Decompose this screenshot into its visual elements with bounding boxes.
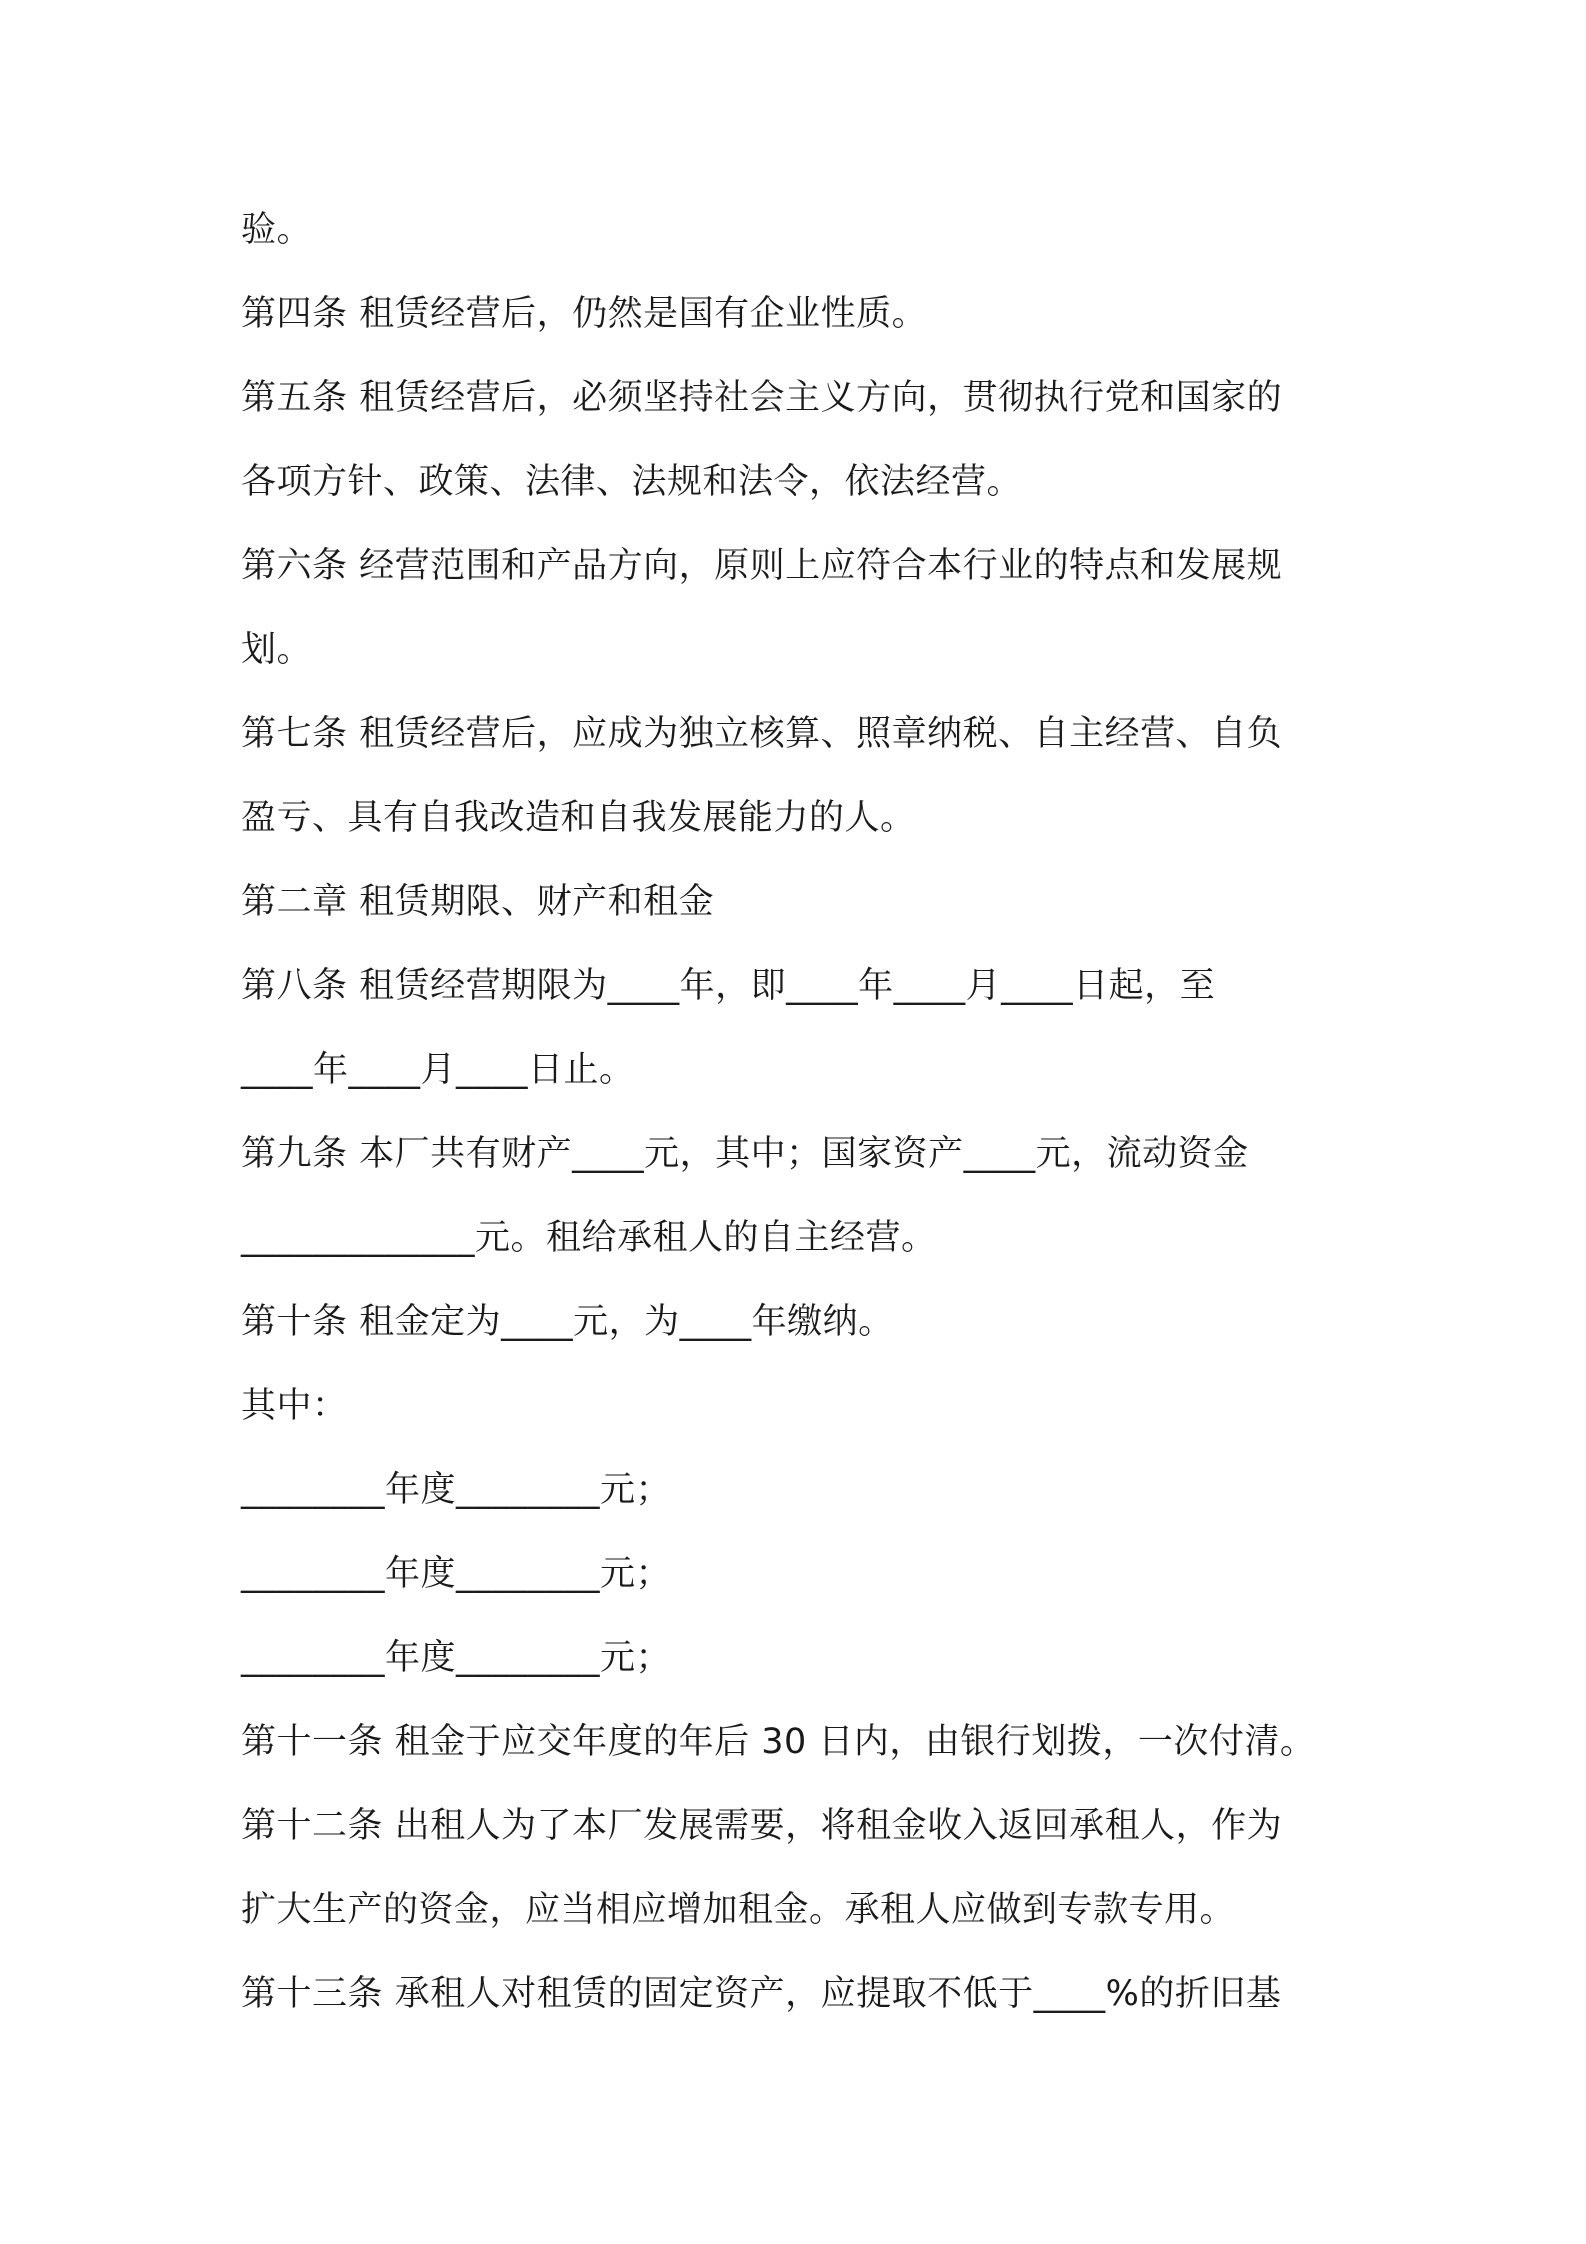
article-7: 第七条 租赁经营后，应成为独立核算、照章纳税、自主经营、自负 xyxy=(241,714,1283,754)
text-line: 验。 xyxy=(241,210,313,250)
text-line: 其中： xyxy=(241,1386,348,1426)
rent-year-line: ________年度________元； xyxy=(241,1470,672,1510)
article-11: 第十一条 租金于应交年度的年后 30 日内，由银行划拨，一次付清。 xyxy=(241,1722,1316,1762)
rent-year-line: ________年度________元； xyxy=(241,1638,672,1678)
chapter-2-heading: 第二章 租赁期限、财产和租金 xyxy=(241,882,715,922)
article-13: 第十三条 承租人对租赁的固定资产，应提取不低于____%的折旧基 xyxy=(241,1974,1282,2014)
text-line: 盈亏、具有自我改造和自我发展能力的人。 xyxy=(241,798,916,838)
text-line: 各项方针、政策、法律、法规和法令，依法经营。 xyxy=(241,462,1023,502)
article-12: 第十二条 出租人为了本厂发展需要，将租金收入返回承租人，作为 xyxy=(241,1806,1283,1846)
article-8: 第八条 租赁经营期限为____年，即____年____月____日起，至 xyxy=(241,966,1216,1006)
article-6: 第六条 经营范围和产品方向，原则上应符合本行业的特点和发展规 xyxy=(241,546,1283,586)
document-body xyxy=(241,188,1361,2036)
text-line: 扩大生产的资金，应当相应增加租金。承租人应做到专款专用。 xyxy=(241,1890,1236,1930)
article-10: 第十条 租金定为____元，为____年缴纳。 xyxy=(241,1302,894,1342)
article-5: 第五条 租赁经营后，必须坚持社会主义方向，贯彻执行党和国家的 xyxy=(241,378,1283,418)
text-line: ____年____月____日止。 xyxy=(241,1050,635,1090)
article-9: 第九条 本厂共有财产____元，其中；国家资产____元，流动资金 xyxy=(241,1134,1249,1174)
article-4: 第四条 租赁经营后，仍然是国有企业性质。 xyxy=(241,294,928,334)
text-line: _____________元。租给承租人的自主经营。 xyxy=(241,1218,937,1258)
text-line: 划。 xyxy=(241,630,313,670)
rent-year-line: ________年度________元； xyxy=(241,1554,672,1594)
